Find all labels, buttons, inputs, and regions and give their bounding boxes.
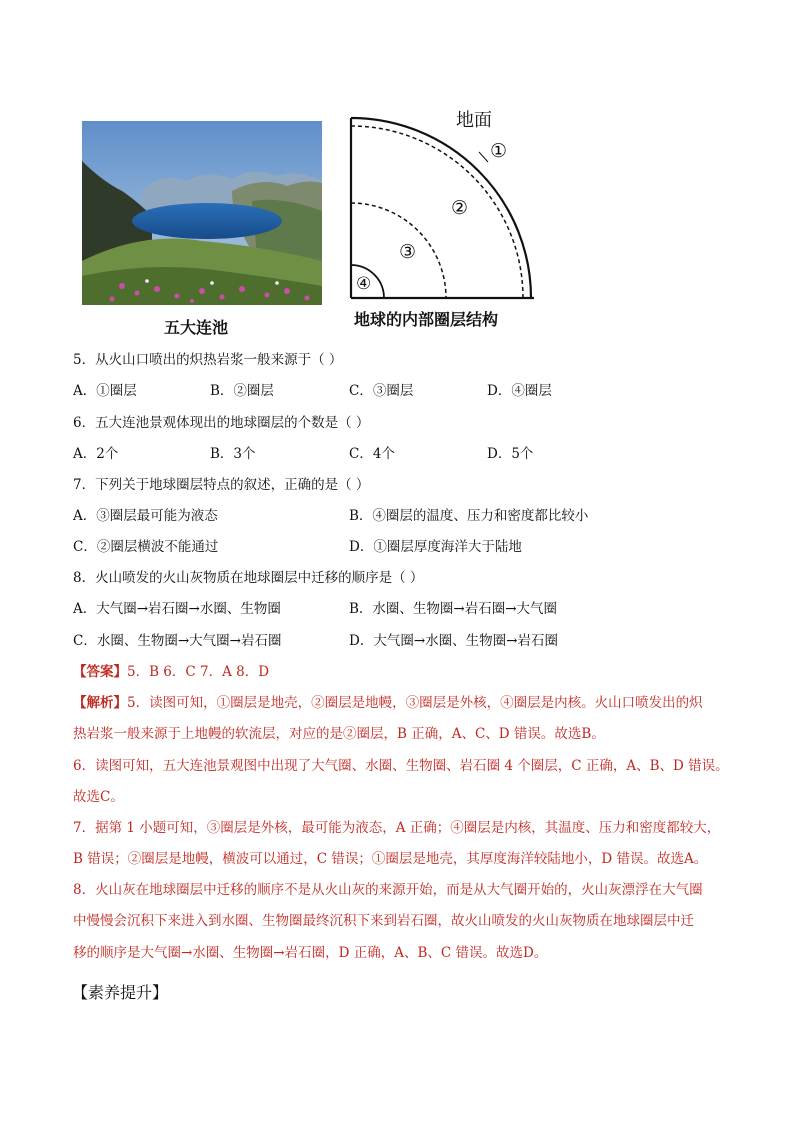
question-stem: 7．下列关于地球圈层特点的叙述，正确的是（ ） xyxy=(73,477,370,493)
question-option: B．水圈、生物圈→岩石圈→大气圈 xyxy=(349,601,558,617)
question-option: A．大气圈→岩石圈→水圈、生物圈 xyxy=(73,601,281,617)
question-option: C．4个 xyxy=(349,446,395,462)
analysis-text: 故选C。 xyxy=(73,789,124,805)
question-option: B．②圈层 xyxy=(210,383,274,399)
answer-tag: 【答案】 xyxy=(73,664,127,680)
analysis-text: 中慢慢会沉积下来进入到水圈、生物圈最终沉积下来到岩石圈，故火山喷发的火山灰物质在地球圈层中迁 xyxy=(73,913,694,929)
section-heading: 【素养提升】 xyxy=(72,983,169,1002)
question-option: D．④圈层 xyxy=(487,383,552,399)
question-option: B．3个 xyxy=(210,446,256,462)
analysis-text: 热岩浆一般来源于上地幔的软流层，对应的是②圈层，B 正确，A、C、D 错误。故选B。 xyxy=(73,726,605,742)
question-option: A．①圈层 xyxy=(73,383,137,399)
question-option: C．③圈层 xyxy=(349,383,414,399)
question-stem: 6．五大连池景观体现出的地球圈层的个数是（ ） xyxy=(73,415,370,431)
analysis-text: 5．读图可知，①圈层是地壳，②圈层是地幔，③圈层是外核，④圈层是内核。火山口喷发出的炽 xyxy=(127,695,703,711)
analysis-text: B 错误；②圈层是地幔，横波可以通过，C 错误；①圈层是地壳，其厚度海洋较陆地小，D 错误。故选A。 xyxy=(73,851,708,867)
question-option: A．2个 xyxy=(73,446,119,462)
analysis-text: 7．据第 1 小题可知，③圈层是外核，最可能为液态，A 正确；④圈层是内核，其温度、压力和密度都较大， xyxy=(73,820,721,836)
wudalianchi-photo xyxy=(82,121,322,305)
question-option: B．④圈层的温度、压力和密度都比较小 xyxy=(349,508,589,524)
earth-layers-diagram xyxy=(346,100,546,302)
question-option: D．5个 xyxy=(487,446,534,462)
layer4-label: ④ xyxy=(356,274,372,294)
question-option: C．水圈、生物圈→大气圈→岩石圈 xyxy=(73,633,282,649)
question-option: D．大气圈→水圈、生物圈→岩石圈 xyxy=(349,633,558,649)
question-stem: 5．从火山口喷出的炽热岩浆一般来源于（ ） xyxy=(73,352,343,368)
question-option: D．①圈层厚度海洋大于陆地 xyxy=(349,539,522,555)
diagram-caption: 地球的内部圈层结构 xyxy=(354,310,499,329)
question-option: C．②圈层横波不能通过 xyxy=(73,539,219,555)
ground-label: 地面 xyxy=(456,110,492,131)
analysis-text: 8．火山灰在地球圈层中迁移的顺序不是从火山灰的来源开始，而是从大气圈开始的，火山灰漂浮在大气圈 xyxy=(73,882,703,898)
answer-line xyxy=(73,663,269,681)
analysis-line xyxy=(73,694,703,712)
analysis-tag: 【解析】 xyxy=(73,695,127,711)
layer3-label: ③ xyxy=(399,241,417,263)
analysis-text: 移的顺序是大气圈→水圈、生物圈→岩石圈，D 正确，A、B、C 错误。故选D。 xyxy=(73,945,548,961)
question-stem: 8．火山喷发的火山灰物质在地球圈层中迁移的顺序是（ ） xyxy=(73,570,424,586)
layer2-label: ② xyxy=(451,197,469,219)
photo-caption: 五大连池 xyxy=(164,318,229,337)
analysis-text: 6．读图可知，五大连池景观图中出现了大气圈、水圈、生物圈、岩石圈 4 个圈层，C 正确，A、B、D 错误。 xyxy=(73,758,729,774)
question-option: A．③圈层最可能为液态 xyxy=(73,508,218,524)
layer1-label: ① xyxy=(490,140,508,162)
answer-text: 5．B 6．C 7．A 8．D xyxy=(127,664,270,680)
